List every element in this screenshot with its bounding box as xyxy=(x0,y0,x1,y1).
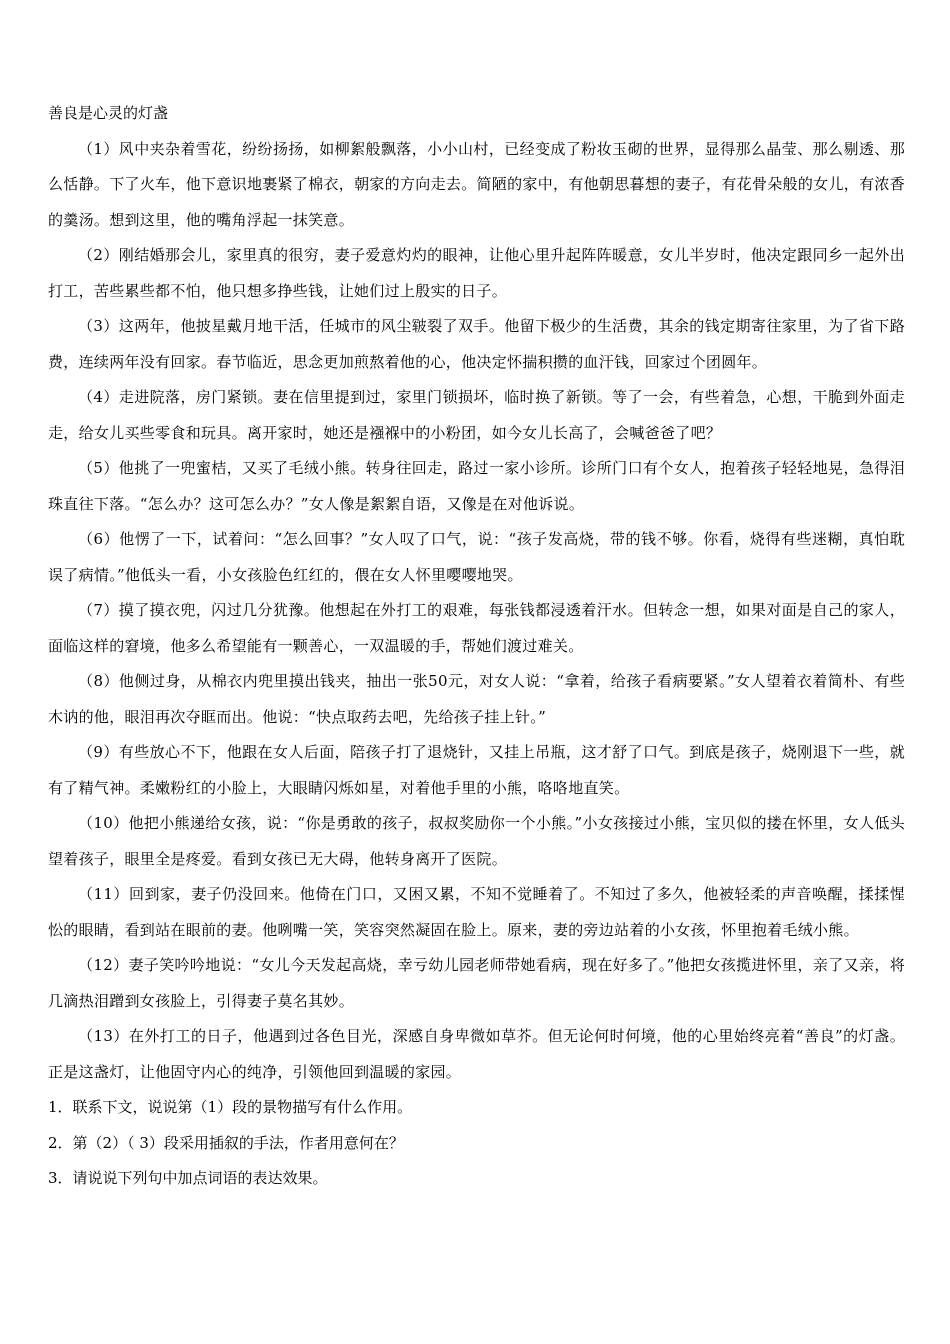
paragraph-1: （1）风中夹杂着雪花，纷纷扬扬，如柳絮般飘落，小小山村，已经变成了粉妆玉砌的世界，显得那么晶莹、那么剔透、那么恬静。下了火车，他下意识地裹紧了棉衣，朝家的方向走去。简陋的家中，有他朝思暮想的妻子，有花骨朵般的女儿，有浓香的羹汤。想到这里，他的嘴角浮起一抹笑意。 xyxy=(48,139,905,229)
question-2: 2．第（2）（ 3）段采用插叙的手法，作者用意何在？ xyxy=(48,1133,404,1152)
paragraph-13: （13）在外打工的日子，他遇到过各色目光，深感自身卑微如草芥。但无论何时何境，他的心里始终亮着“善良”的灯盏。正是这盏灯，让他固守内心的纯净，引领他回到温暖的家园。 xyxy=(48,1027,905,1081)
paragraph-4: （4）走进院落，房门紧锁。妻在信里提到过，家里门锁损坏，临时换了新锁。等了一会，有些着急，心想，干脆到外面走走，给女儿买些零食和玩具。离开家时，她还是襁褓中的小粉团，如今女儿长高了，会喊爸爸了吧？ xyxy=(48,388,905,442)
paragraph-7: （7）摸了摸衣兜，闪过几分犹豫。他想起在外打工的艰难，每张钱都浸透着汗水。但转念一想，如果对面是自己的家人，面临这样的窘境，他多么希望能有一颗善心，一双温暖的手，帮她们渡过难关。 xyxy=(48,601,905,655)
paragraph-3: （3）这两年，他披星戴月地干活，任城市的风尘皲裂了双手。他留下极少的生活费，其余的钱定期寄往家里，为了省下路费，连续两年没有回家。春节临近，思念更加煎熬着他的心，他决定怀揣积攒的血汗钱，回家过个团圆年。 xyxy=(48,317,905,371)
article-title: 善良是心灵的灯盏 xyxy=(48,104,169,122)
paragraph-2: （2）刚结婚那会儿，家里真的很穷，妻子爱意灼灼的眼神，让他心里升起阵阵暖意，女儿半岁时，他决定跟同乡一起外出打工，苦些累些都不怕，他只想多挣些钱，让她们过上殷实的日子。 xyxy=(48,246,905,300)
paragraph-9: （9）有些放心不下，他跟在女人后面，陪孩子打了退烧针，又挂上吊瓶，这才舒了口气。到底是孩子，烧刚退下一些，就有了精气神。柔嫩粉红的小脸上，大眼睛闪烁如星，对着他手里的小熊，咯咯地直笑。 xyxy=(48,743,905,797)
paragraph-10: （10）他把小熊递给女孩，说：“你是勇敢的孩子，叔叔奖励你一个小熊。”小女孩接过小熊，宝贝似的搂在怀里，女人低头望着孩子，眼里全是疼爱。看到女孩已无大碍，他转身离开了医院。 xyxy=(48,814,905,868)
question-3: 3．请说说下列句中加点词语的表达效果。 xyxy=(48,1169,328,1187)
paragraph-11: （11）回到家，妻子仍没回来。他倚在门口，又困又累，不知不觉睡着了。不知过了多久，他被轻柔的声音唤醒，揉揉惺忪的眼睛，看到站在眼前的妻。他咧嘴一笑，笑容突然凝固在脸上。原来，妻的旁边站着的小女孩，怀里抱着毛绒小熊。 xyxy=(48,885,905,939)
paragraph-6: （6）他愣了一下，试着问：“怎么回事？”女人叹了口气，说：“孩子发高烧，带的钱不够。你看，烧得有些迷糊，真怕耽误了病情。”他低头一看，小女孩脸色红红的，偎在女人怀里嘤嘤地哭。 xyxy=(48,530,905,584)
paragraph-5: （5）他挑了一兜蜜桔，又买了毛绒小熊。转身往回走，路过一家小诊所。诊所门口有个女人，抱着孩子轻轻地晃，急得泪珠直往下落。“怎么办？这可怎么办？”女人像是絮絮自语，又像是在对他诉说。 xyxy=(48,459,905,513)
question-1: 1．联系下文，说说第（1）段的景物描写有什么作用。 xyxy=(48,1098,413,1116)
paragraph-8: （8）他侧过身，从棉衣内兜里摸出钱夹，抽出一张50元，对女人说：“拿着，给孩子看病要紧。”女人望着衣着简朴、有些木讷的他，眼泪再次夺眶而出。他说：“快点取药去吧，先给孩子挂上针。” xyxy=(48,672,905,726)
paragraph-12: （12）妻子笑吟吟地说：“女儿今天发起高烧，幸亏幼儿园老师带她看病，现在好多了。”他把女孩揽进怀里，亲了又亲，将几滴热泪蹭到女孩脸上，引得妻子莫名其妙。 xyxy=(48,956,905,1010)
